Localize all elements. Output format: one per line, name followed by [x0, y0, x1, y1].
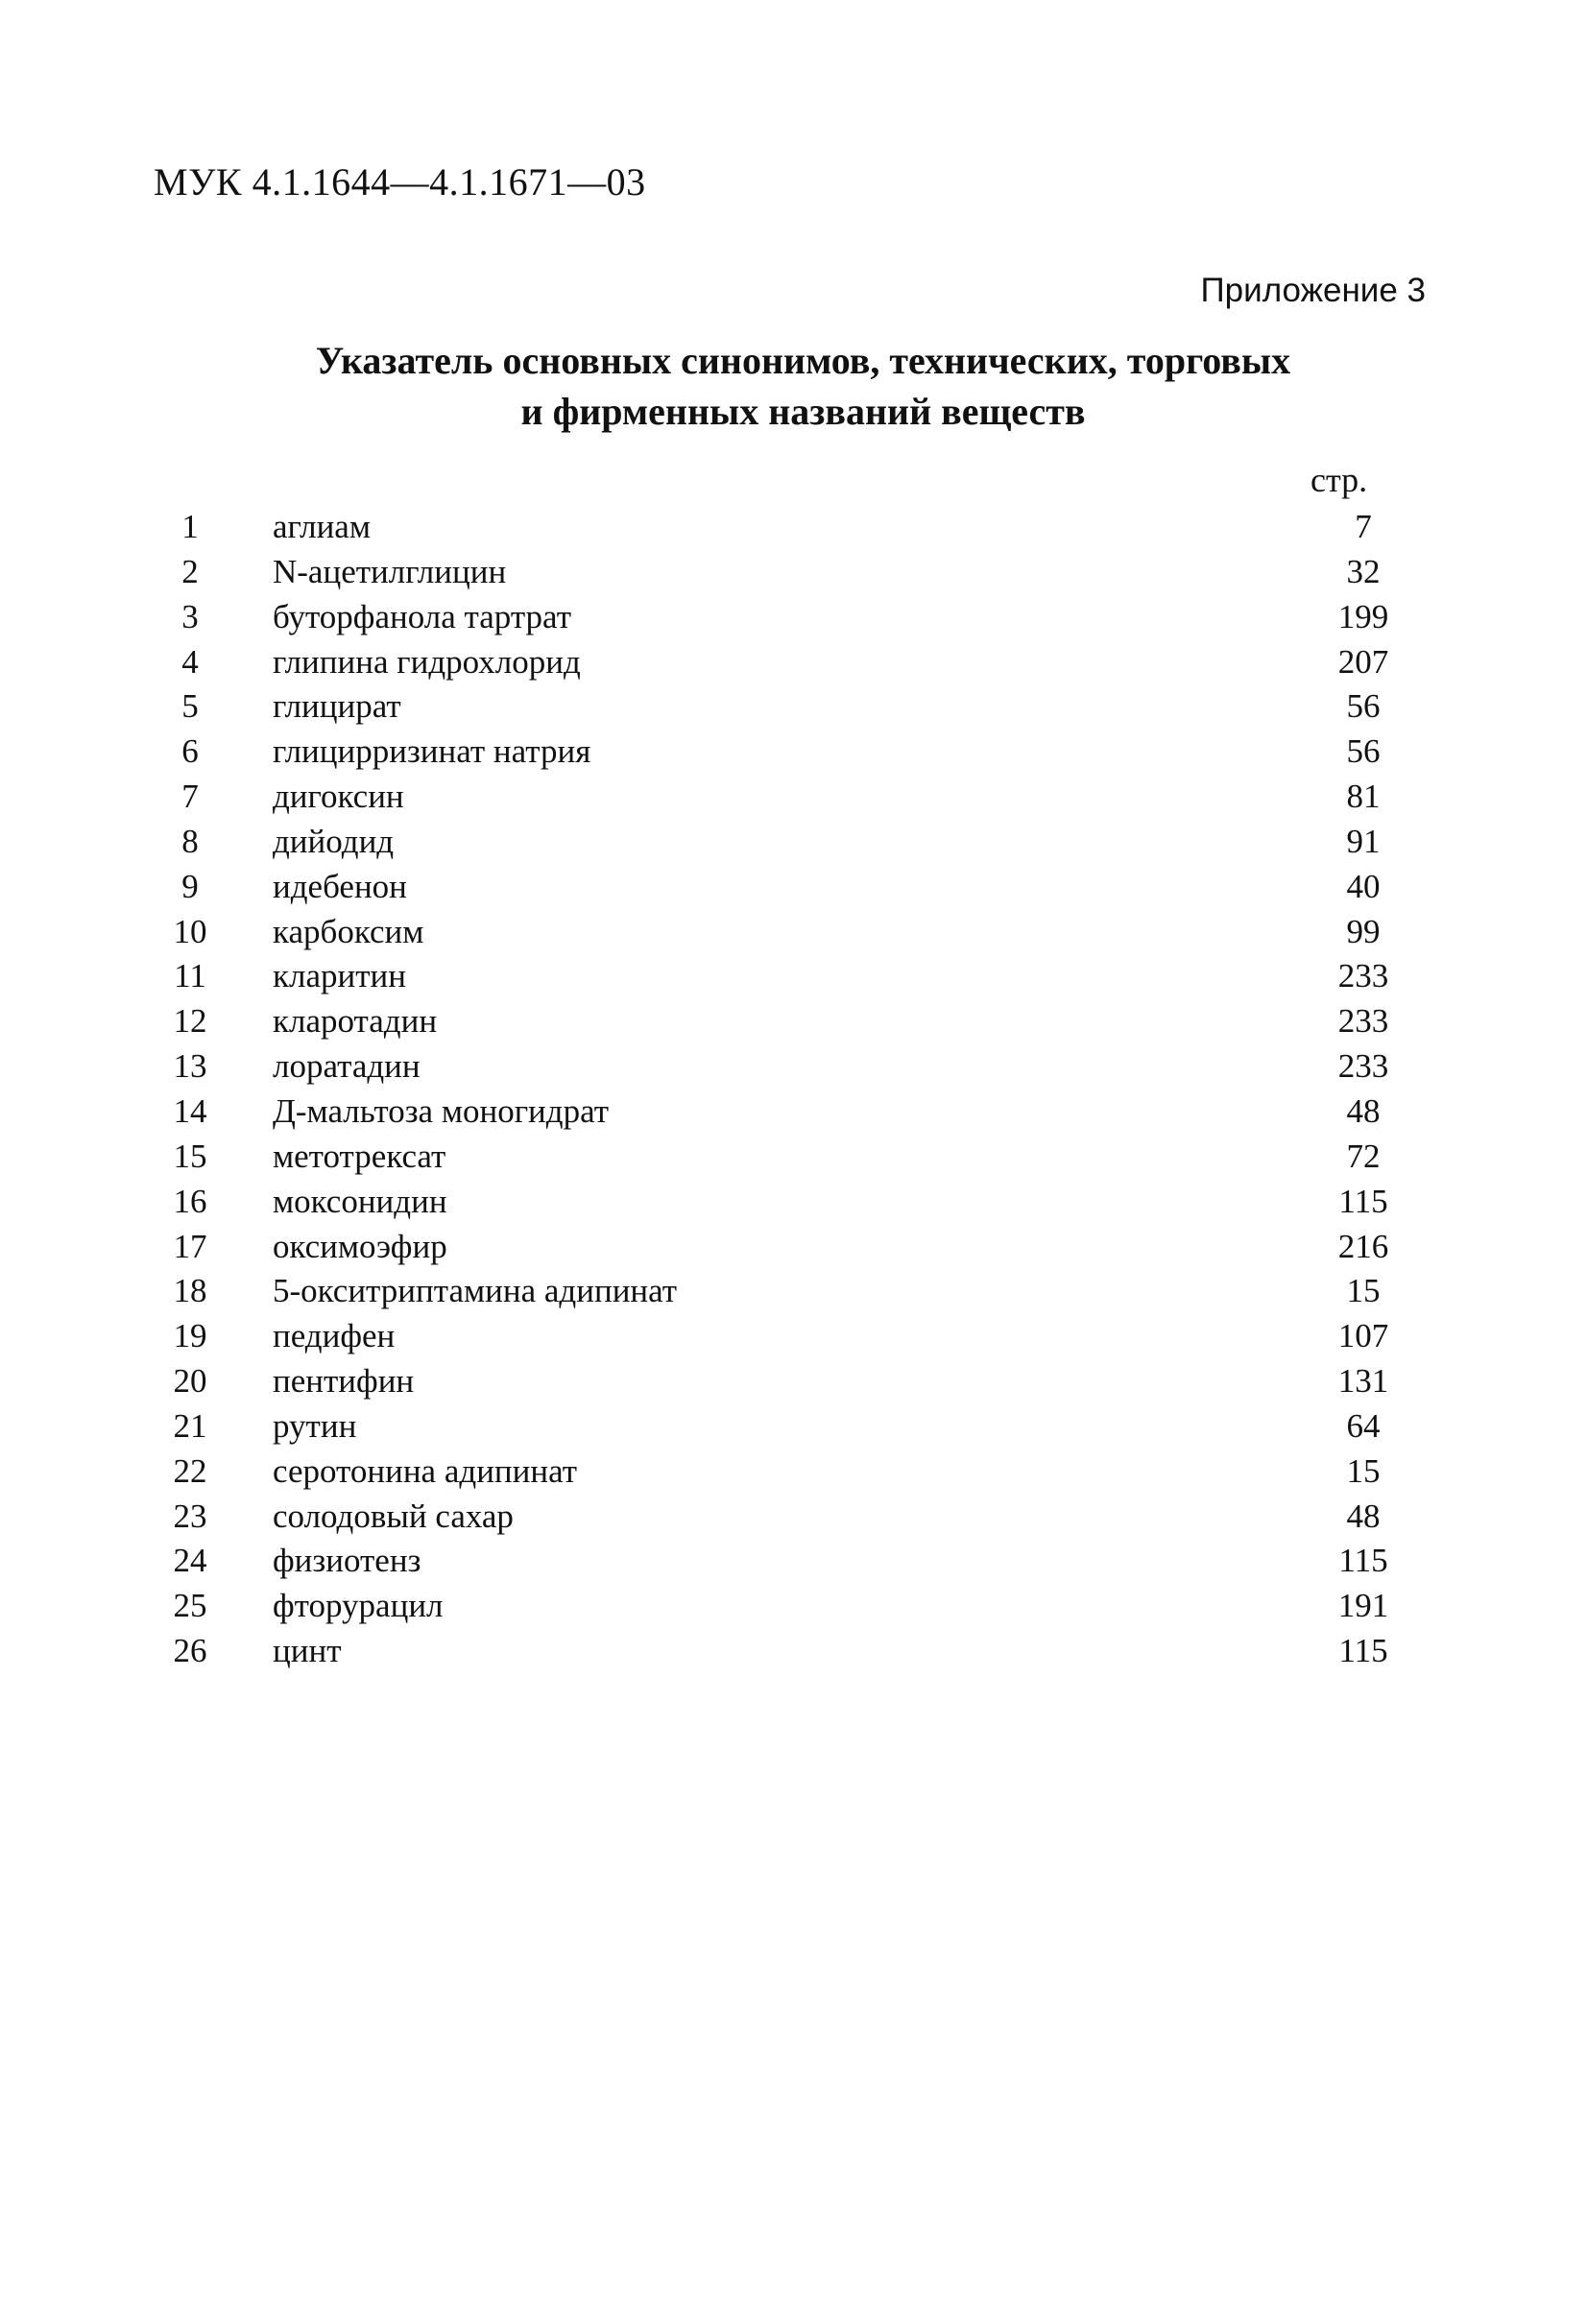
index-row-substance-name: карбоксим [273, 912, 424, 950]
index-row [0, 1090, 1587, 1135]
index-row-substance-name: дийодид [273, 822, 395, 860]
index-row-substance-name: рутин [273, 1406, 357, 1445]
index-row-page-number: 115 [1338, 1542, 1388, 1580]
index-row [0, 775, 1587, 820]
index-row-page-number: 48 [1346, 1497, 1381, 1535]
index-row-page-number: 56 [1346, 687, 1381, 726]
index-row-number: 11 [174, 957, 206, 995]
index-row-substance-name: глицирризинат натрия [273, 732, 591, 771]
index-row-number: 8 [181, 822, 199, 860]
index-row-page-number: 207 [1337, 642, 1389, 681]
index-row-number: 12 [173, 1002, 207, 1041]
index-row [0, 954, 1587, 999]
index-row-number: 25 [173, 1587, 207, 1625]
index-title-line-1: Указатель основных синонимов, технических, торговых [315, 339, 1291, 382]
index-row [0, 1359, 1587, 1404]
index-row-page-number: 216 [1337, 1227, 1389, 1265]
index-row-number: 6 [181, 732, 199, 771]
index-row [0, 550, 1587, 595]
index-row-number: 18 [173, 1272, 207, 1310]
index-row-substance-name: буторфанола тартрат [273, 597, 571, 635]
index-row [0, 1584, 1587, 1629]
index-row-number: 17 [173, 1227, 207, 1265]
index-row [0, 1314, 1587, 1359]
index-row-page-number: 115 [1338, 1632, 1388, 1670]
index-row-page-number: 15 [1346, 1451, 1381, 1490]
index-row-number: 21 [173, 1406, 207, 1445]
index-row-number: 14 [173, 1091, 207, 1130]
index-row [0, 595, 1587, 640]
index-row [0, 1450, 1587, 1495]
index-row-substance-name: глицират [273, 687, 401, 726]
index-row-substance-name: 5-окситриптамина адипинат [273, 1272, 678, 1310]
synonym-index-list [0, 505, 1587, 1674]
index-row [0, 820, 1587, 865]
index-row [0, 1404, 1587, 1450]
index-row-substance-name: кларотадин [273, 1002, 438, 1041]
index-row [0, 865, 1587, 910]
index-row-substance-name: пентифин [273, 1362, 415, 1401]
index-row-page-number: 40 [1346, 867, 1381, 905]
index-row-number: 1 [181, 508, 199, 545]
index-row-number: 10 [173, 912, 207, 950]
index-row-substance-name: оксимоэфир [273, 1227, 447, 1265]
index-row-substance-name: физиотенз [273, 1542, 421, 1580]
index-row [0, 1044, 1587, 1090]
index-row [0, 505, 1587, 550]
index-row-number: 7 [181, 778, 199, 816]
index-row-page-number: 64 [1346, 1406, 1381, 1445]
index-row [0, 1629, 1587, 1674]
index-row [0, 910, 1587, 955]
index-row-substance-name: Д-мальтоза моногидрат [273, 1091, 610, 1130]
index-row-number: 24 [173, 1542, 207, 1580]
index-row-page-number: 131 [1337, 1362, 1389, 1401]
index-row-page-number: 233 [1337, 1047, 1389, 1086]
index-row-page-number: 56 [1346, 732, 1381, 771]
index-row [0, 1539, 1587, 1584]
index-row-substance-name: педифен [273, 1317, 396, 1355]
index-row-substance-name: моксонидин [273, 1182, 447, 1220]
index-row-page-number: 72 [1346, 1137, 1381, 1175]
index-row [0, 1180, 1587, 1225]
index-row-page-number: 32 [1346, 552, 1381, 590]
index-row-substance-name: фторурацил [273, 1587, 444, 1625]
index-row [0, 1269, 1587, 1314]
index-row-page-number: 91 [1346, 822, 1381, 860]
index-row [0, 1225, 1587, 1270]
index-row-number: 22 [173, 1451, 207, 1490]
index-row-substance-name: идебенон [273, 867, 407, 905]
index-row-page-number: 48 [1346, 1091, 1381, 1130]
index-row-number: 16 [173, 1182, 207, 1220]
index-row-number: 9 [181, 867, 199, 905]
index-row-number: 20 [173, 1362, 207, 1401]
index-row [0, 730, 1587, 775]
appendix-label: Приложение 3 [1200, 272, 1426, 309]
index-row-page-number: 199 [1337, 597, 1389, 635]
index-row-page-number: 99 [1346, 912, 1381, 950]
index-row-substance-name: аглиам [273, 508, 371, 545]
index-row [0, 640, 1587, 685]
index-row-substance-name: цинт [273, 1632, 342, 1670]
index-row-substance-name: лоратадин [273, 1047, 421, 1086]
index-row-page-number: 81 [1346, 778, 1381, 816]
index-row-substance-name: метотрексат [273, 1137, 446, 1175]
index-row-number: 19 [173, 1317, 207, 1355]
index-row-page-number: 15 [1346, 1272, 1381, 1310]
index-row-number: 15 [173, 1137, 207, 1175]
index-row [0, 684, 1587, 730]
index-row-number: 23 [173, 1497, 207, 1535]
index-row-page-number: 233 [1337, 1002, 1389, 1041]
index-row-number: 13 [173, 1047, 207, 1086]
index-title-line-2: и фирменных названий веществ [520, 390, 1086, 433]
index-row [0, 1495, 1587, 1540]
index-row-number: 3 [181, 597, 199, 635]
index-row-page-number: 7 [1355, 508, 1372, 545]
index-row-page-number: 115 [1338, 1182, 1388, 1220]
index-row-substance-name: дигоксин [273, 778, 404, 816]
index-row-page-number: 191 [1337, 1587, 1389, 1625]
index-row-number: 5 [181, 687, 199, 726]
index-row-page-number: 233 [1337, 957, 1389, 995]
index-row-number: 4 [181, 642, 199, 681]
index-row-number: 2 [181, 552, 199, 590]
index-row [0, 999, 1587, 1044]
index-row-substance-name: глипина гидрохлорид [273, 642, 581, 681]
page-column-header: стр. [1310, 461, 1368, 499]
index-row [0, 1135, 1587, 1180]
index-row-substance-name: солодовый сахар [273, 1497, 514, 1535]
index-row-substance-name: серотонина адипинат [273, 1451, 578, 1490]
document-code: МУК 4.1.1644—4.1.1671—03 [154, 160, 646, 204]
index-row-substance-name: кларитин [273, 957, 406, 995]
index-row-number: 26 [173, 1632, 207, 1670]
index-row-substance-name: N-ацетилглицин [273, 552, 507, 590]
index-row-page-number: 107 [1337, 1317, 1389, 1355]
